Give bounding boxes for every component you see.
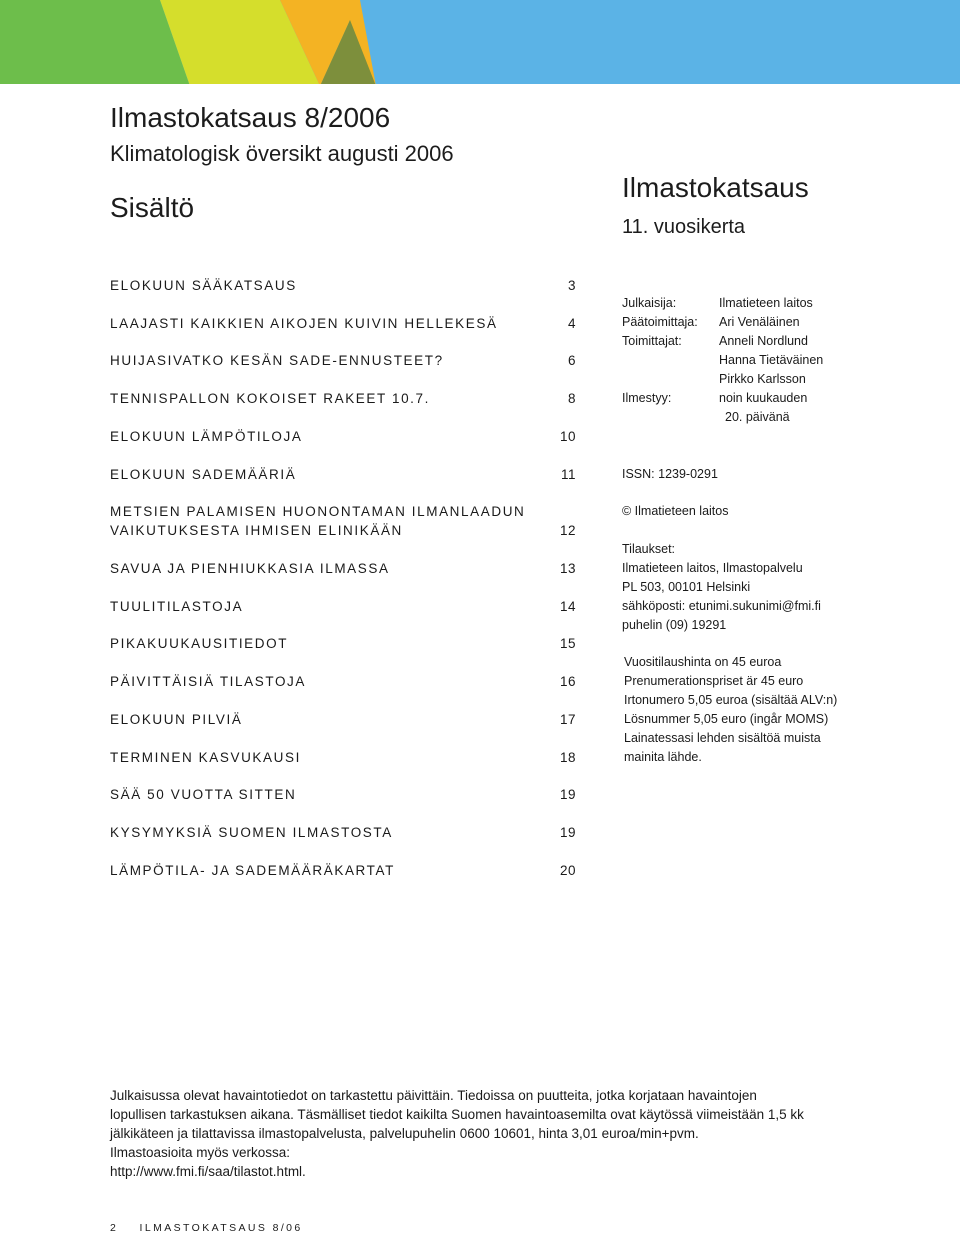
color-banner xyxy=(0,0,960,86)
page-footer xyxy=(110,1222,303,1234)
toc-entry-title: TUULITILASTOJA xyxy=(110,599,244,614)
published-value-1: noin kuukauden xyxy=(719,391,808,405)
contents-heading: Sisältö xyxy=(110,192,195,223)
orders-line: PL 503, 00101 Helsinki xyxy=(622,580,751,594)
toc-entry-page: 12 xyxy=(559,523,576,538)
price-line: Vuositilaushinta on 45 euroa xyxy=(624,655,782,669)
toc-entry-title: LAAJASTI KAIKKIEN AIKOJEN KUIVIN HELLEKESÄ xyxy=(110,316,498,331)
editor-name: Pirkko Karlsson xyxy=(719,372,806,386)
banner-green xyxy=(0,0,190,86)
toc-entry-title: LÄMPÖTILA- JA SADEMÄÄRÄKARTAT xyxy=(110,863,395,878)
toc-entry-page: 16 xyxy=(559,674,576,689)
orders-label: Tilaukset: xyxy=(622,542,676,556)
publisher-label: Julkaisija: xyxy=(622,296,677,310)
editor-name: Anneli Nordlund xyxy=(719,334,808,348)
toc-entry-title: ELOKUUN LÄMPÖTILOJA xyxy=(110,429,303,444)
banner-graphic xyxy=(0,0,960,86)
toc-entry-title: PIKAKUUKAUSITIEDOT xyxy=(110,636,289,651)
document-title: Ilmastokatsaus 8/2006 xyxy=(110,102,391,133)
data-note xyxy=(110,1086,870,1181)
editor-in-chief-value: Ari Venäläinen xyxy=(719,315,800,329)
editor-name: Hanna Tietäväinen xyxy=(719,353,824,367)
toc-entry-title: ELOKUUN PILVIÄ xyxy=(110,712,243,727)
note-line: Julkaisussa olevat havaintotiedot on tarkastettu päivittäin. Tiedoissa on puutteita, jotka korjataan havaintojen xyxy=(110,1088,757,1103)
orders-email[interactable]: sähköposti: etunimi.sukunimi@fmi.fi xyxy=(622,599,821,613)
note-line: Ilmastoasioita myös verkossa: xyxy=(110,1145,291,1160)
toc-entry-title: ELOKUUN SÄÄKATSAUS xyxy=(110,278,297,293)
price-line: Irtonumero 5,05 euroa (sisältää ALV:n) xyxy=(624,693,838,707)
toc-entry-title: TENNISPALLON KOKOISET RAKEET 10.7. xyxy=(110,391,430,406)
toc-entry-title: TERMINEN KASVUKAUSI xyxy=(110,750,301,765)
running-title: ILMASTOKATSAUS 8/06 xyxy=(139,1222,303,1234)
published-label: Ilmestyy: xyxy=(622,391,672,405)
toc-entry-title: KYSYMYKSIÄ SUOMEN ILMASTOSTA xyxy=(110,825,393,840)
volume-label: 11. vuosikerta xyxy=(622,216,746,238)
editor-in-chief-label: Päätoimittaja: xyxy=(622,315,698,329)
published-value-2: 20. päivänä xyxy=(725,410,790,424)
price-line: Lösnummer 5,05 euro (ingår MOMS) xyxy=(624,712,829,726)
note-line: jälkikäteen ja tilattavissa ilmastopalvelusta, palvelupuhelin 0600 10601, hinta 3,01 euroa/min+pvm. xyxy=(110,1126,699,1141)
page-number: 2 xyxy=(110,1222,119,1234)
toc-entry-page: 19 xyxy=(559,787,576,802)
toc-entry-title: SÄÄ 50 VUOTTA SITTEN xyxy=(110,787,297,802)
editors-label: Toimittajat: xyxy=(622,334,682,348)
banner-edge xyxy=(0,84,960,86)
note-link[interactable]: http://www.fmi.fi/saa/tilastot.html. xyxy=(110,1164,306,1179)
publication-name: Ilmastokatsaus xyxy=(622,172,809,203)
toc-entry-page: 15 xyxy=(559,636,576,651)
toc-entry-page: 10 xyxy=(559,429,576,444)
note-line: lopullisen tarkastuksen aikana. Täsmälliset tiedot kaikilta Suomen havaintoasemilta ovat käytössä viimeistään 1,5 kk xyxy=(110,1107,804,1122)
price-line: Lainatessasi lehden sisältöä muista xyxy=(624,731,821,745)
document-subtitle: Klimatologisk översikt augusti 2006 xyxy=(110,141,454,166)
toc-entry-page: 3 xyxy=(567,278,576,293)
orders-line: Ilmatieteen laitos, Ilmastopalvelu xyxy=(622,561,803,575)
toc-entry-title: HUIJASIVATKO KESÄN SADE-ENNUSTEET? xyxy=(110,353,444,368)
toc-entry-title-line1: METSIEN PALAMISEN HUONONTAMAN ILMANLAADUN xyxy=(110,504,526,519)
toc-entry-page: 11 xyxy=(560,467,576,482)
price-line: mainita lähde. xyxy=(624,750,702,764)
toc-entry-title: ELOKUUN SADEMÄÄRIÄ xyxy=(110,467,297,482)
toc-entry-title: PÄIVITTÄISIÄ TILASTOJA xyxy=(110,674,307,689)
toc-entry-page: 4 xyxy=(567,316,576,331)
publisher-value: Ilmatieteen laitos xyxy=(719,296,813,310)
toc-entry-page: 13 xyxy=(559,561,576,576)
toc-entry-page: 8 xyxy=(567,391,576,406)
toc-entry[interactable] xyxy=(110,502,576,540)
issn: ISSN: 1239-0291 xyxy=(622,467,718,481)
orders-phone: puhelin (09) 19291 xyxy=(622,618,727,632)
toc-entry-page: 18 xyxy=(559,750,576,765)
toc-entry-page: 17 xyxy=(559,712,576,727)
toc-entry-title: VAIKUTUKSESTA IHMISEN ELINIKÄÄN xyxy=(110,523,403,538)
toc-entry-page: 6 xyxy=(567,353,576,368)
toc-entry-page: 14 xyxy=(559,599,576,614)
toc-entry-title: SAVUA JA PIENHIUKKASIA ILMASSA xyxy=(110,561,390,576)
toc-entry-page: 19 xyxy=(559,825,576,840)
price-line: Prenumerationspriset är 45 euro xyxy=(624,674,804,688)
copyright: © Ilmatieteen laitos xyxy=(622,504,729,518)
toc-entry-page: 20 xyxy=(559,863,576,878)
